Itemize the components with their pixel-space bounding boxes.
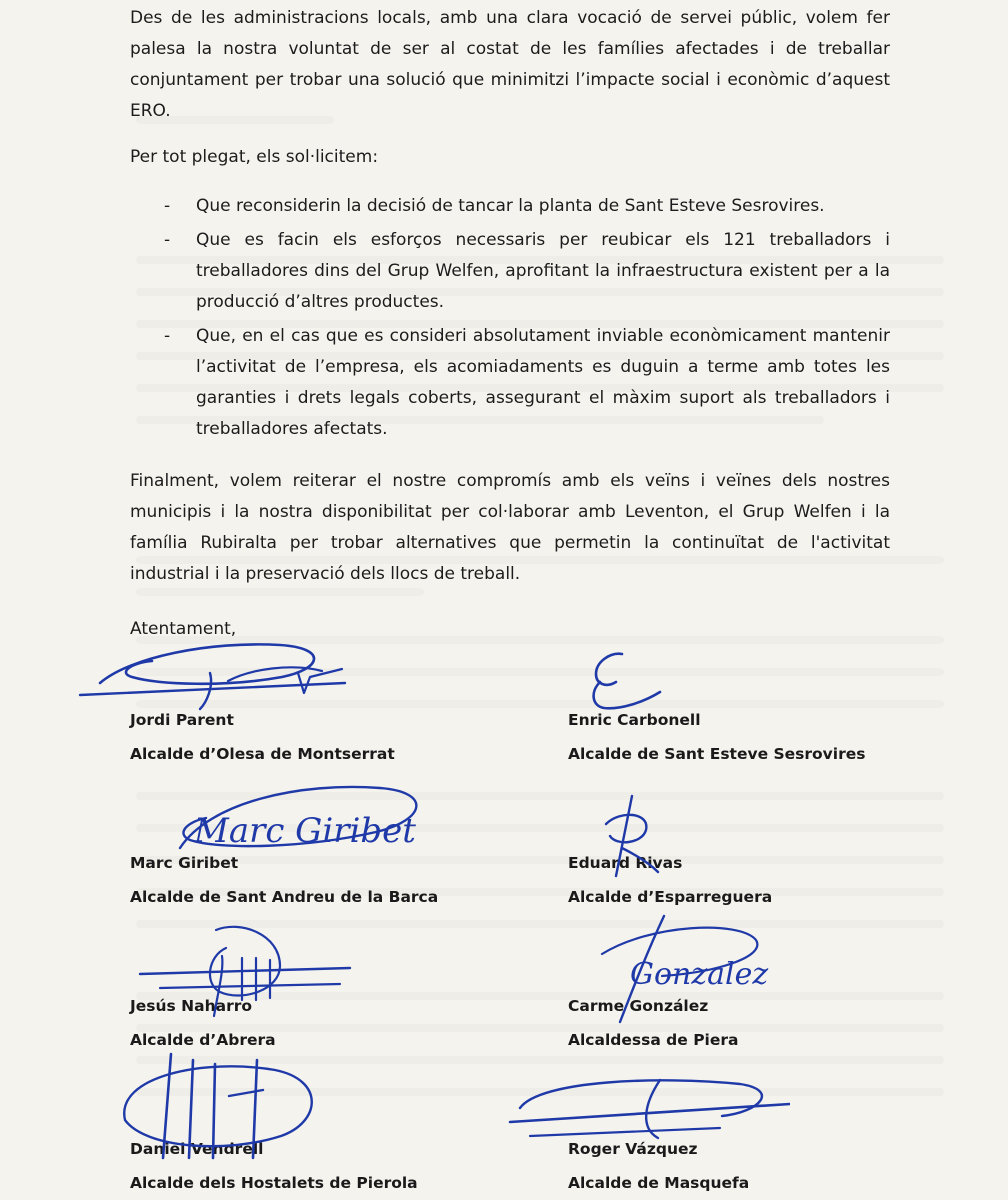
signature-marc-giribet-lettering: Marc Giribet: [194, 811, 416, 851]
signatory-name: Marc Giribet: [130, 854, 239, 872]
intro-paragraph-text: Des de les administracions locals, amb una clara vocació de servei públic, volem fer palesa la nostra voluntat de ser al costat de les famílies afectades i de treballar conjuntament per trobar una solució que minimitzi l’impacte social i econòmic d’aquest ERO.: [130, 8, 890, 121]
signatory-title: Alcalde d’Olesa de Montserrat: [130, 745, 395, 763]
signatory-title: Alcalde d’Abrera: [130, 1031, 276, 1049]
signatory-title: Alcalde d’Esparreguera: [568, 888, 773, 906]
intro-paragraph: [130, 3, 890, 127]
signatory-title: Alcalde dels Hostalets de Pierola: [130, 1174, 418, 1192]
signature-enric-carbonell: [560, 648, 690, 718]
request-item-text: Que, en el cas que es consideri absolutament inviable econòmicament mantenir l’activitat de l’empresa, els acomiadaments es duguin a terme amb totes les garanties i drets legals coberts, assegurant el màxim suport als treballadors i treballadores afectats.: [196, 326, 890, 439]
request-list: [160, 191, 890, 445]
bullet-dash: -: [164, 326, 171, 346]
bullet-dash: -: [164, 230, 171, 250]
request-item: [160, 225, 890, 318]
request-item-text: Que es facin els esforços necessaris per reubicar els 121 treballadors i treballadores dins del Grup Welfen, aprofitant la infraestructura existent per a la producció d’altres productes.: [196, 230, 890, 312]
signature-roger-vazquez: [490, 1050, 790, 1150]
closing-paragraph-text: Finalment, volem reiterar el nostre compromís amb els veïns i veïnes dels nostres municipis i la nostra disponibilitat per col·laborar amb Leventon, el Grup Welfen i la família Rubiralta per trobar alternatives que permetin la continuïtat de l'activitat industrial i la preservació dels llocs de treball.: [130, 471, 890, 584]
signatory-name: Enric Carbonell: [568, 711, 701, 729]
signatory-title: Alcaldessa de Piera: [568, 1031, 739, 1049]
request-intro: [130, 142, 890, 173]
bullet-dash: -: [164, 196, 171, 216]
signatory-name: Daniel Vendrell: [130, 1140, 264, 1158]
request-item-text: Que reconsiderin la decisió de tancar la planta de Sant Esteve Sesrovires.: [196, 196, 825, 216]
signatory-name: Carme González: [568, 997, 709, 1015]
signatory-name: Eduard Rivas: [568, 854, 683, 872]
signatory-name: Roger Vázquez: [568, 1140, 698, 1158]
request-item: [160, 321, 890, 445]
request-item: [160, 191, 890, 222]
closing-paragraph: [130, 466, 890, 590]
signatory-name: Jesús Naharro: [130, 997, 253, 1015]
signatory-title: Alcalde de Sant Andreu de la Barca: [130, 888, 439, 906]
signature-marc-giribet: [150, 768, 440, 868]
signatory-name: Jordi Parent: [130, 711, 234, 729]
request-intro-text: Per tot plegat, els sol·licitem:: [130, 147, 379, 167]
signatory-title: Alcalde de Sant Esteve Sesrovires: [568, 745, 866, 763]
signature-carme-gonzalez-lettering: Gonzalez: [630, 957, 769, 992]
salutation: [130, 614, 890, 645]
signatory-title: Alcalde de Masquefa: [568, 1174, 750, 1192]
salutation-text: Atentament,: [130, 619, 237, 639]
